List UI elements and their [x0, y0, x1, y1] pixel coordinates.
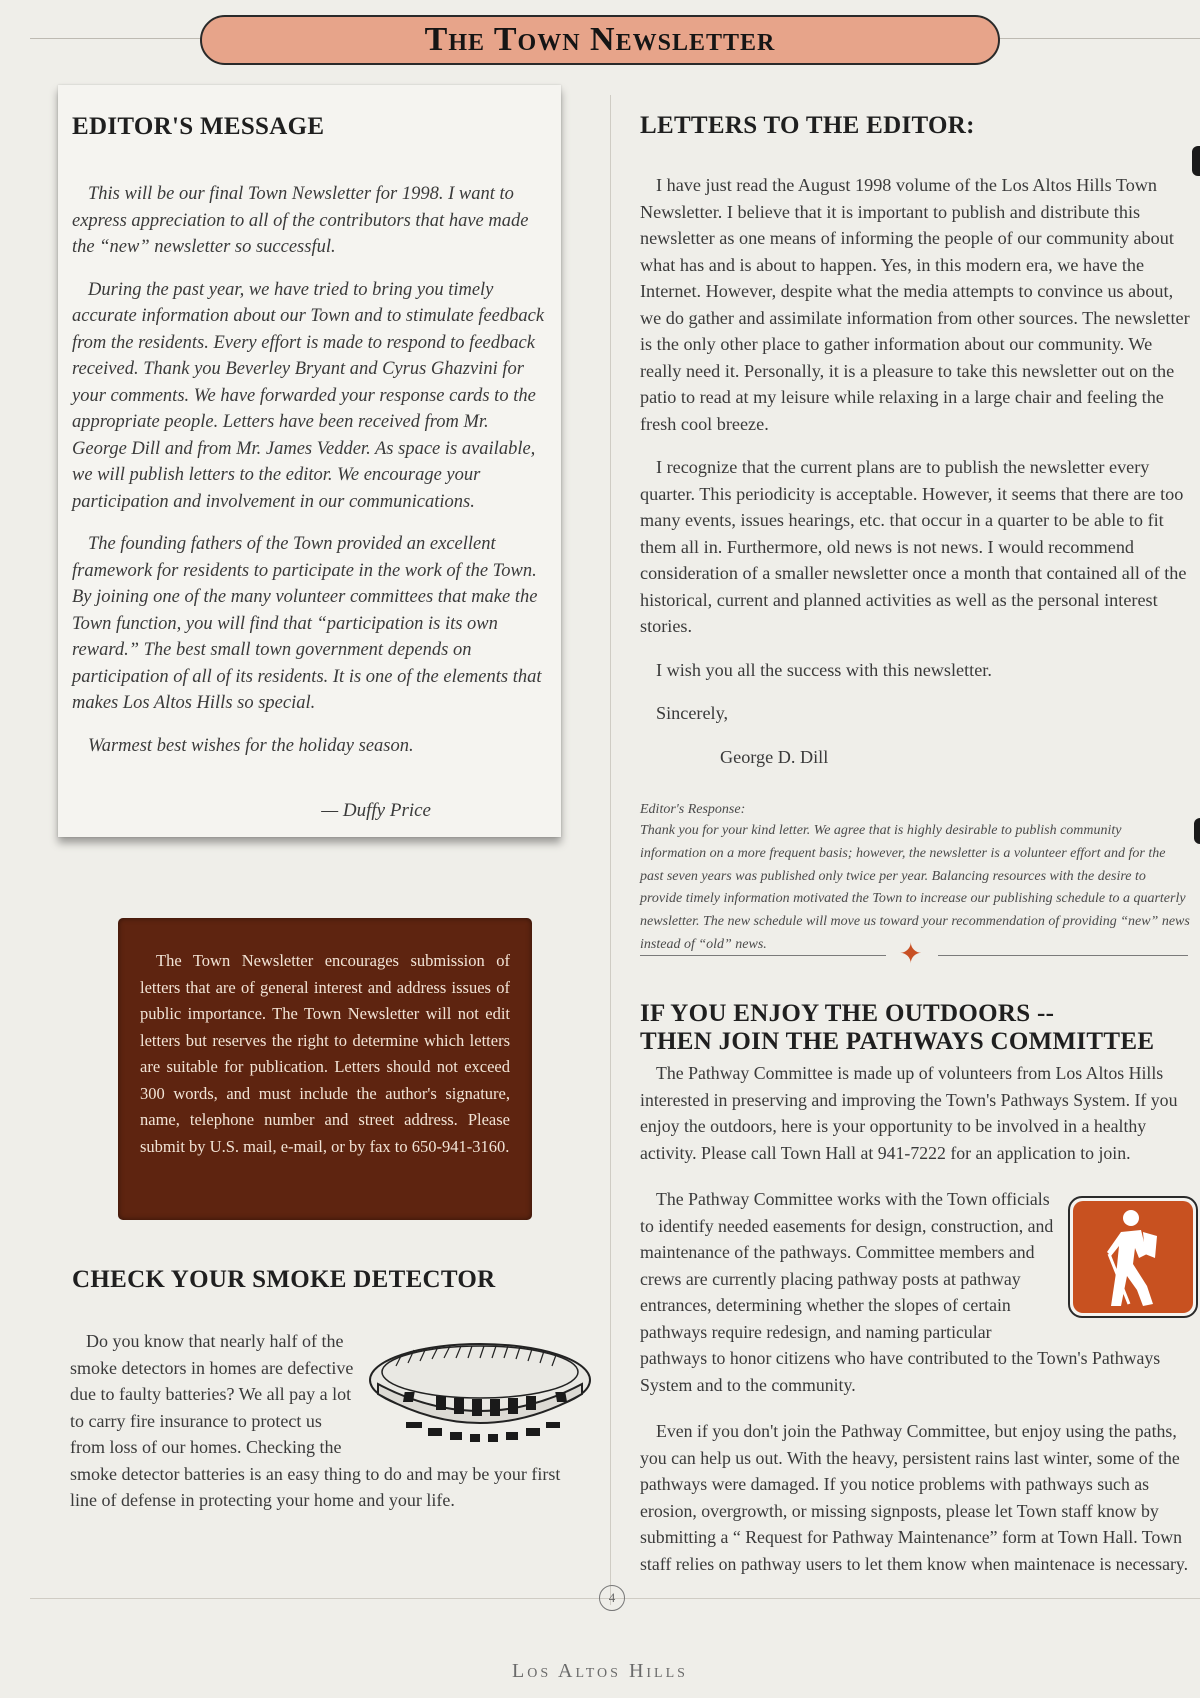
letter-paragraph: I have just read the August 1998 volume of the Los Altos Hills Town Newsletter. I believe that it is important to publish and distribute this newsletter as one means of informing the people of our community about what has and is about to happen. Yes, in this modern era, we have the Internet. However, despite what the media attempts to convince us about, we do gather and assimilate information from other sources. The newsletter is the only other place to gather information about our community. We really need it. Personally, it is a pleasure to take this newsletter out on the patio to read at my leisure while relaxing in a large chair and feeling the fresh cool breeze. [640, 175, 1190, 434]
masthead-banner [200, 15, 1000, 65]
letters-section [640, 112, 1190, 957]
smoke-detector-title: CHECK YOUR SMOKE DETECTOR [72, 1266, 496, 1293]
pathways-paragraph: Even if you don't join the Pathway Committee, but enjoy using the paths, you can help us out. With the heavy, persistent rains last winter, some of the pathways were damaged. If you notice problems with pathways such as erosion, overgrowth, or missing signposts, please let Town staff know by submitting a “ Request for Pathway Maintenance” form at Town Hall. Town staff relies on pathway users to let them know when maintenace is necessary. [640, 1421, 1189, 1574]
section-separator [640, 939, 1188, 970]
editor-message-body [72, 181, 547, 759]
editor-paragraph: This will be our final Town Newsletter for 1998. I want to express appreciation to all of the contributors that have made the “new” newsletter so successful. [72, 184, 529, 257]
pathways-section [640, 1000, 1192, 1597]
binding-mark [1194, 818, 1200, 844]
letters-title: LETTERS TO THE EDITOR: [640, 112, 975, 139]
pathways-paragraph: The Pathway Committee works with the Town officials to identify needed easements for design, construction, and maintenance of the pathways. Committee members and crews are currently placing pathway posts at pathway entrances, determining whether the slopes of certain pathways require redesign, and naming particular pathways to honor citizens who have contributed to the Town's Pathways System and to the community. [640, 1189, 1161, 1395]
pathways-title-line2: THEN JOIN THE PATHWAYS COMMITTEE [640, 1028, 1155, 1055]
diamond-ornament-icon: ✦ [899, 939, 923, 970]
column-divider [610, 95, 611, 1605]
editor-paragraph: The founding fathers of the Town provided an excellent framework for residents to participate in the work of the Town. By joining one of the many volunteer committees that make the Town function, you will find that “participation is its own reward.” The best small town government depends on participation of all of its residents. It is one of the elements that makes Los Altos Hills so special. [72, 534, 542, 713]
masthead-title: The Town Newsletter [424, 21, 776, 58]
footer-town-name: Los Altos Hills [512, 1660, 688, 1682]
letter-paragraph: I wish you all the success with this newsletter. [656, 659, 992, 680]
smoke-detector-text: Do you know that nearly half of the smoke detectors in homes are defective due to faulty batteries? We all pay a lot to carry fire insurance to protect us from loss of our homes. Checking the smoke detector batteries is an easy thing to do and may be your first line of defense in protecting your home and your life. [70, 1331, 561, 1510]
letter-body [640, 172, 1190, 770]
hiker-icon [1068, 1196, 1198, 1318]
letter-signature: George D. Dill [720, 746, 829, 767]
editor-message-card [58, 85, 561, 837]
editor-paragraph: Warmest best wishes for the holiday season. [88, 735, 414, 756]
separator-line [938, 955, 1188, 956]
editor-paragraph: During the past year, we have tried to bring you timely accurate information about our Town and to stimulate feedback from the residents. Every effort is made to respond to feedback received. Thank you Beverley Bryant and Cyrus Ghazvini for your comments. We have forwarded your response cards to the appropriate people. Letters have been received from Mr. George Dill and from Mr. James Vedder. As space is available, we will publish letters to the editor. We encourage your participation and involvement in our communications. [72, 279, 545, 512]
page-number: 4 [599, 1585, 625, 1611]
editor-message-title: EDITOR'S MESSAGE [72, 113, 325, 140]
editor-response-text: Thank you for your kind letter. We agree that is highly desirable to publish community information on a more frequent basis; however, the newsletter is a volunteer effort and for the past seven years was published only twice per year. Balancing resources with the desire to provide timely information motivated the Town to increase our publishing schedule to a quarterly newsletter. The new schedule will move us toward your recommendation of providing “new” news instead of “old” news. [640, 823, 1190, 952]
editor-signature: — Duffy Price [321, 800, 431, 821]
letter-closing: Sincerely, [656, 703, 729, 723]
pathways-title [640, 1000, 1192, 1056]
letters-policy-box: The Town Newsletter encourages submission of letters that are of general interest and address issues of public importance. The Town Newsletter will not edit letters but reserves the right to determine which letters are suitable for publication. Letters should not exceed 300 words, and must include the author's signature, name, telephone number and street address. Please submit by U.S. mail, e-mail, or by fax to 650-941-3160. [118, 918, 532, 1220]
pathways-paragraph: The Pathway Committee is made up of volunteers from Los Altos Hills interested in preserving and improving the Town's Pathways System. If you enjoy the outdoors, here is your opportunity to be involved in a healthy activity. Please call Town Hall at 941-7222 for an application to join. [640, 1063, 1178, 1163]
letter-paragraph: I recognize that the current plans are to publish the newsletter every quarter. This periodicity is acceptable. However, it seems that there are too many events, issues hearings, etc. that occur in a quarter to be able to fit them all in. Furthermore, old news is not news. I would recommend consideration of a smaller newsletter once a month that contained all of the historical, current and planned activities as well as the personal interest stories. [640, 457, 1187, 636]
separator-line [640, 955, 886, 956]
smoke-detector-article [70, 1328, 580, 1514]
pathways-title-line1: IF YOU ENJOY THE OUTDOORS -- [640, 1000, 1055, 1027]
editor-response-label: Editor's Response: [640, 802, 746, 817]
binding-mark [1192, 146, 1200, 176]
smoke-detector-icon [366, 1328, 594, 1452]
